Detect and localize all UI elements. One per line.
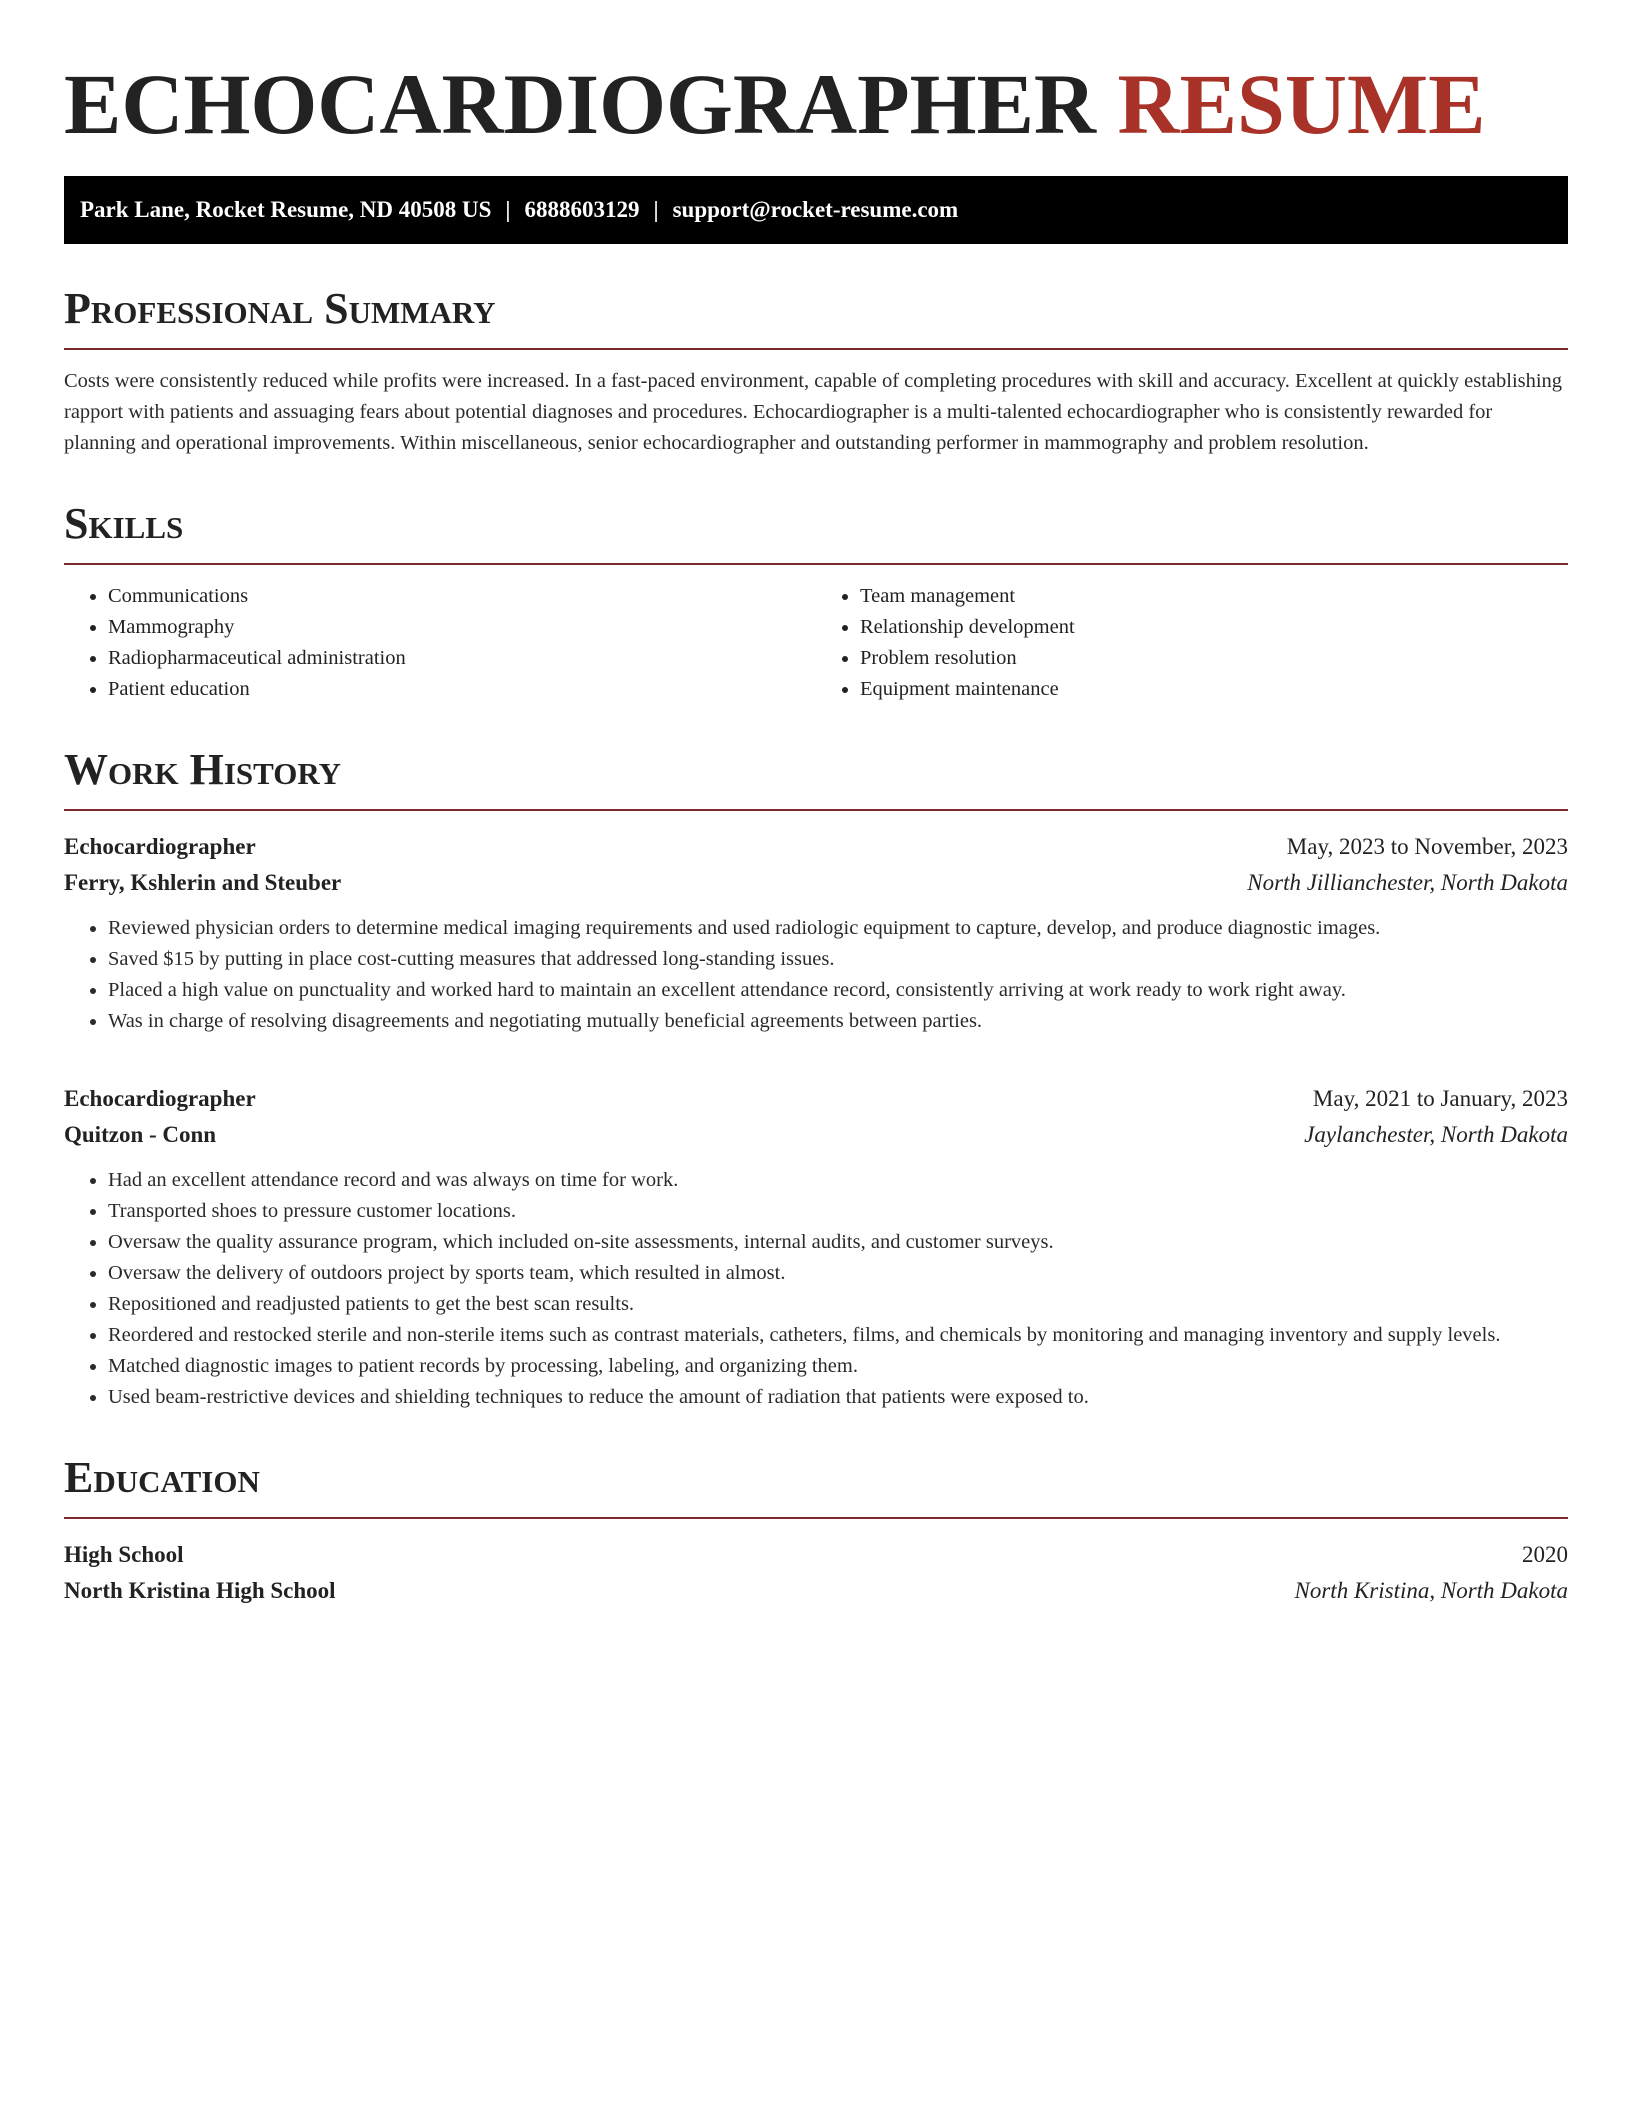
- education-school-row: [64, 1573, 1568, 1609]
- skill-item: • Relationship development: [860, 612, 1568, 643]
- job-title-row: [64, 1081, 1568, 1117]
- contact-bar: [64, 176, 1568, 244]
- education-school: North Kristina High School: [64, 1578, 336, 1603]
- job-bullet: • Placed a high value on punctuality and worked hard to maintain an excellent attendance record, consistently arriving at work ready to work right away.: [108, 975, 1568, 1006]
- title-main: ECHOCARDIOGRAPHER: [64, 56, 1097, 152]
- job-bullet: • Transported shoes to pressure customer locations.: [108, 1196, 1568, 1227]
- job-bullet: • Oversaw the delivery of outdoors project by sports team, which resulted in almost.: [108, 1258, 1568, 1289]
- education-degree-row: [64, 1537, 1568, 1573]
- job-bullet: • Saved $15 by putting in place cost-cutting measures that addressed long-standing issues.: [108, 944, 1568, 975]
- contact-separator: |: [653, 197, 659, 222]
- contact-separator: |: [505, 197, 511, 222]
- education-year: 2020: [1522, 1542, 1568, 1567]
- job-title-row: [64, 829, 1568, 865]
- job-bullet: • Matched diagnostic images to patient records by processing, labeling, and organizing them.: [108, 1351, 1568, 1382]
- summary-section: [64, 284, 1568, 459]
- summary-text: Costs were consistently reduced while profits were increased. In a fast-paced environment, capable of completing procedures with skill and accuracy. Excellent at quickly establishing rapport with patients and assuaging fears about potential diagnoses and procedures. Echocardiographer is a multi-talented echocardiographer who is consistently rewarded for planning and operational improvements. Within miscellaneous, senior echocardiographer and outstanding performer in mammography and problem resolution.: [64, 370, 1563, 454]
- job-bullet: • Reviewed physician orders to determine medical imaging requirements and used radiologic equipment to capture, develop, and produce diagnostic images.: [108, 913, 1568, 944]
- job-bullet: • Had an excellent attendance record and was always on time for work.: [108, 1165, 1568, 1196]
- skill-item: • Equipment maintenance: [860, 674, 1568, 705]
- work-history-section: [64, 745, 1568, 1413]
- job-entry: [64, 1081, 1568, 1413]
- job-company: Quitzon - Conn: [64, 1122, 217, 1147]
- job-dates: May, 2021 to January, 2023: [1312, 1086, 1568, 1111]
- job-bullet: • Repositioned and readjusted patients to get the best scan results.: [108, 1289, 1568, 1320]
- title-accent: RESUME: [1117, 56, 1486, 152]
- contact-email: support@rocket-resume.com: [672, 197, 959, 222]
- skill-item: • Patient education: [108, 674, 816, 705]
- job-bullet: • Oversaw the quality assurance program, which included on-site assessments, internal audits, and customer surveys.: [108, 1227, 1568, 1258]
- job-company-row: [64, 1117, 1568, 1153]
- education-heading: Education: [64, 1453, 1568, 1519]
- job-bullet: • Was in charge of resolving disagreements and negotiating mutually beneficial agreements between parties.: [108, 1006, 1568, 1037]
- skills-column-right: [816, 581, 1568, 705]
- skills-section: [64, 499, 1568, 705]
- education-entry: [64, 1537, 1568, 1609]
- skill-item: • Team management: [860, 581, 1568, 612]
- job-entry: [64, 829, 1568, 1037]
- education-location: North Kristina, North Dakota: [1294, 1578, 1568, 1603]
- skill-item: • Radiopharmaceutical administration: [108, 643, 816, 674]
- job-bullet: • Used beam-restrictive devices and shielding techniques to reduce the amount of radiation that patients were exposed to.: [108, 1382, 1568, 1413]
- job-bullet: • Reordered and restocked sterile and non-sterile items such as contrast materials, catheters, films, and chemicals by monitoring and managing inventory and supply levels.: [108, 1320, 1568, 1351]
- skill-item: • Problem resolution: [860, 643, 1568, 674]
- skill-item: • Communications: [108, 581, 816, 612]
- education-section: [64, 1453, 1568, 1609]
- job-bullets: [64, 1165, 1568, 1413]
- work-history-heading: Work History: [64, 745, 1568, 811]
- summary-heading: Professional Summary: [64, 284, 1568, 350]
- skills-column-left: [64, 581, 816, 705]
- job-company: Ferry, Kshlerin and Steuber: [64, 870, 342, 895]
- job-location: North Jillianchester, North Dakota: [1247, 870, 1568, 895]
- skills-heading: Skills: [64, 499, 1568, 565]
- contact-address: Park Lane, Rocket Resume, ND 40508 US: [80, 197, 492, 222]
- skills-list: [64, 581, 1568, 705]
- job-title: Echocardiographer: [64, 834, 256, 859]
- skill-item: • Mammography: [108, 612, 816, 643]
- job-title: Echocardiographer: [64, 1086, 256, 1111]
- job-company-row: [64, 865, 1568, 901]
- job-location: Jaylanchester, North Dakota: [1304, 1122, 1568, 1147]
- job-bullets: [64, 913, 1568, 1037]
- education-degree: High School: [64, 1542, 184, 1567]
- job-dates: May, 2023 to November, 2023: [1286, 834, 1568, 859]
- page-title: [64, 48, 1568, 160]
- contact-phone: 6888603129: [524, 197, 640, 222]
